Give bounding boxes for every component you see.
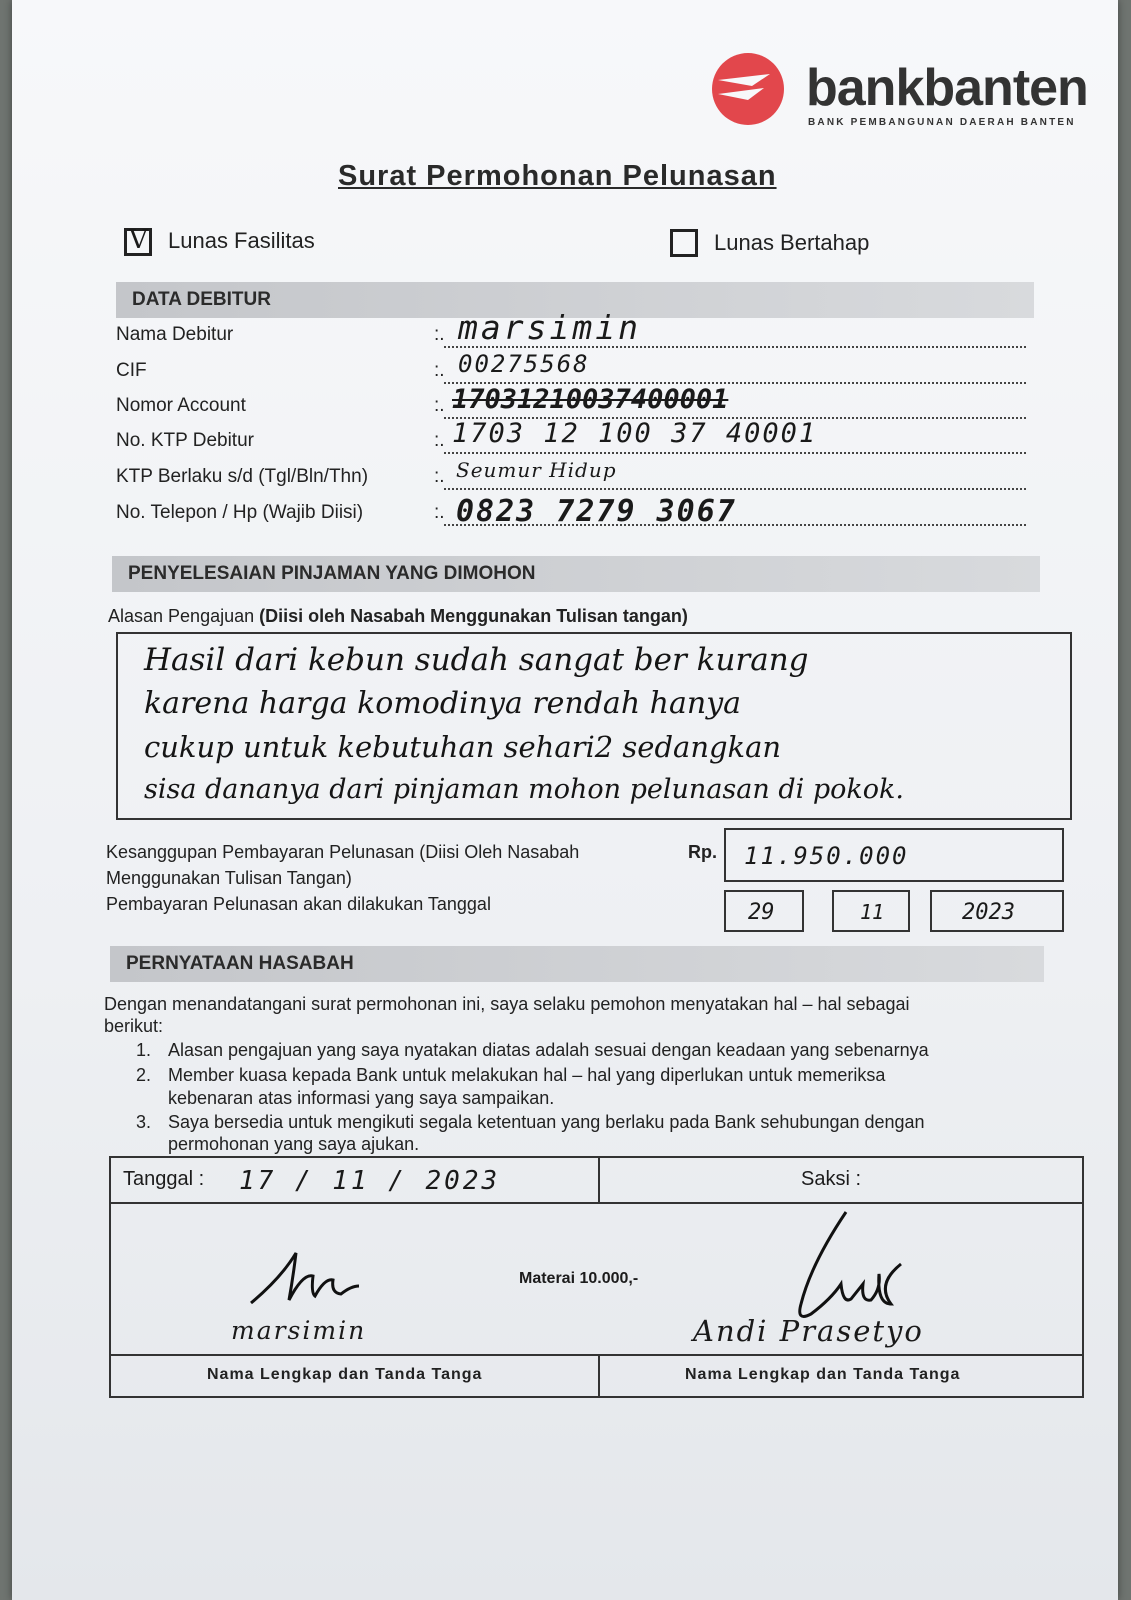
kesanggupan-label-1: Kesanggupan Pembayaran Pelunasan (Diisi Oleh Nasabah [106, 842, 580, 862]
check-mark-icon: V [129, 225, 148, 255]
table-divider [598, 1158, 600, 1204]
list-number: 1. [136, 1040, 152, 1060]
list-item-cont: kebenaran atas informasi yang saya sampaikan. [168, 1088, 555, 1108]
lunas-bertahap-label: Lunas Bertahap [714, 230, 870, 255]
table-divider [111, 1354, 1082, 1356]
tanggal-pelunasan-label: Pembayaran Pelunasan akan dilakukan Tanggal [106, 894, 491, 914]
kesanggupan-label-2: Menggunakan Tulisan Tangan) [106, 868, 352, 888]
telepon-label: No. Telepon / Hp (Wajib Diisi) [116, 502, 364, 523]
field-prefix: :. [434, 502, 445, 523]
section-data-debitur: DATA DEBITUR [116, 282, 1034, 318]
month-value: 11 [860, 900, 885, 924]
lunas-bertahap-checkbox[interactable] [670, 229, 698, 257]
signature-table [109, 1156, 1084, 1398]
saksi-name[interactable]: Andi Prasetyo [693, 1314, 924, 1348]
ktp-berlaku-value[interactable]: Seumur Hidup [456, 458, 617, 482]
ktp-debitur-label: No. KTP Debitur [116, 430, 254, 451]
field-prefix: :. [434, 430, 445, 451]
field-prefix: :. [434, 360, 445, 381]
document-title: Surat Permohonan Pelunasan [338, 160, 777, 192]
alasan-label [108, 606, 688, 627]
dotted-line [444, 451, 1026, 454]
nomor-account-value[interactable]: 17031210037400001 [452, 384, 729, 415]
currency-label: Rp. [688, 842, 717, 862]
nomor-account-label: Nomor Account [116, 395, 246, 416]
alasan-label-text: Alasan Pengajuan [108, 606, 255, 626]
tanggal-label: Tanggal : [123, 1168, 205, 1190]
list-item: Member kuasa kepada Bank untuk melakukan hal – hal yang diperlukan untuk memeriksa [168, 1065, 886, 1085]
list-item: Saya bersedia untuk mengikuti segala ketentuan yang berlaku pada Bank sehubungan dengan [168, 1112, 925, 1132]
lunas-fasilitas-label: Lunas Fasilitas [168, 228, 315, 253]
list-number: 2. [136, 1065, 152, 1085]
alasan-line: cukup untuk kebutuhan sehari2 sedangkan [144, 730, 782, 764]
list-number: 3. [136, 1112, 152, 1132]
field-prefix: :. [434, 324, 445, 345]
year-value: 2023 [962, 900, 1015, 925]
tanggal-value[interactable]: 17 / 11 / 2023 [239, 1166, 501, 1196]
year-field[interactable] [930, 890, 1064, 932]
amount-value: 11.950.000 [744, 842, 909, 870]
alasan-note: (Diisi oleh Nasabah Menggunakan Tulisan tangan) [259, 606, 688, 626]
table-divider [598, 1354, 600, 1398]
nama-debitur-label: Nama Debitur [116, 324, 234, 345]
alasan-line: sisa dananya dari pinjaman mohon pelunasan di pokok. [144, 774, 904, 805]
bank-logo-icon [712, 44, 784, 134]
footer-label-left: Nama Lengkap dan Tanda Tanga [207, 1366, 483, 1383]
ktp-debitur-value[interactable]: 1703 12 100 37 40001 [452, 418, 818, 449]
document-page [12, 0, 1118, 1600]
month-field[interactable] [832, 890, 910, 932]
dotted-line [444, 487, 1026, 490]
pernyataan-intro-2: berikut: [104, 1016, 164, 1036]
amount-field[interactable] [724, 828, 1064, 882]
lunas-fasilitas-checkbox[interactable] [124, 225, 152, 256]
ktp-berlaku-label: KTP Berlaku s/d (Tgl/Bln/Thn) [116, 466, 369, 487]
table-divider [111, 1202, 1082, 1204]
telepon-value[interactable]: 0823 7279 3067 [456, 494, 737, 529]
materai-label: Materai 10.000,- [519, 1270, 639, 1287]
nama-debitur-value[interactable]: marsimin [458, 308, 641, 347]
cif-value[interactable]: 00275568 [458, 350, 590, 378]
saksi-label: Saksi : [801, 1168, 862, 1190]
brand-tagline: BANK PEMBANGUNAN DAERAH BANTEN [808, 117, 1076, 128]
pemohon-signature-icon [241, 1238, 371, 1318]
footer-label-right: Nama Lengkap dan Tanda Tanga [685, 1366, 961, 1383]
day-value: 29 [748, 900, 775, 925]
brand-name: bankbanten [806, 59, 1088, 117]
section-penyelesaian: PENYELESAIAN PINJAMAN YANG DIMOHON [112, 556, 1040, 592]
list-item: Alasan pengajuan yang saya nyatakan diatas adalah sesuai dengan keadaan yang sebenarnya [168, 1040, 929, 1060]
pernyataan-intro: Dengan menandatangani surat permohonan ini, saya selaku pemohon menyatakan hal – hal sebagai [104, 994, 910, 1014]
field-prefix: :. [434, 466, 445, 487]
alasan-line: Hasil dari kebun sudah sangat ber kurang [144, 642, 809, 678]
cif-label: CIF [116, 360, 147, 381]
section-pernyataan: PERNYATAAN HASABAH [110, 946, 1044, 982]
list-item-cont: permohonan yang saya ajukan. [168, 1134, 420, 1154]
alasan-textarea[interactable] [116, 632, 1072, 820]
pemohon-name[interactable]: marsimin [231, 1316, 367, 1345]
day-field[interactable] [724, 890, 804, 932]
alasan-line: karena harga komodinya rendah hanya [144, 686, 742, 721]
saksi-signature-icon [751, 1204, 911, 1324]
field-prefix: :. [434, 395, 445, 416]
